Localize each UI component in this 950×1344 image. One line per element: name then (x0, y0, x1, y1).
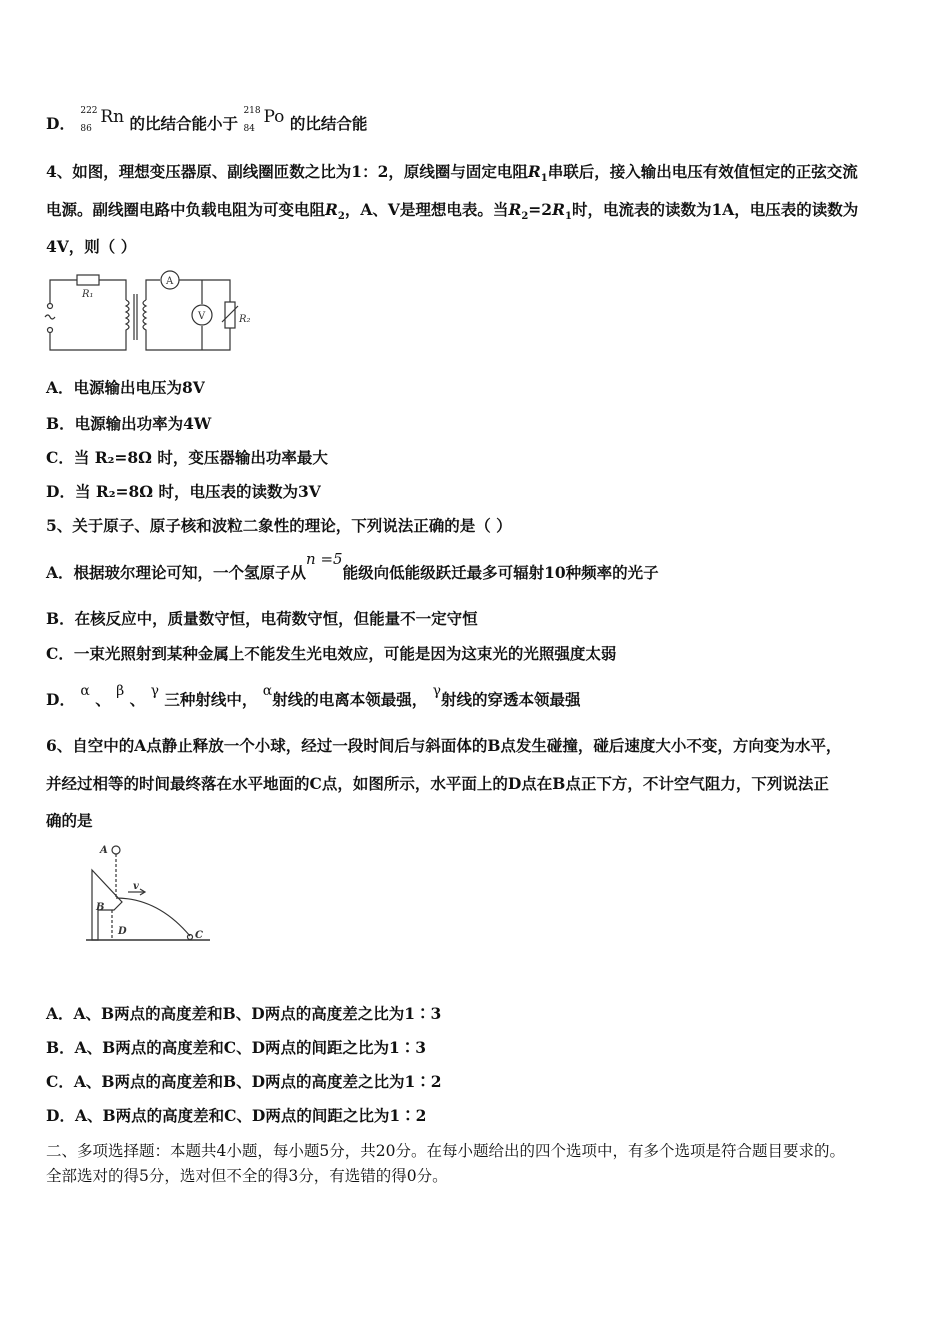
q4-stem-line3: 4V，则（ ） (46, 237, 137, 256)
element-symbol: Rn (100, 107, 125, 127)
stem-text: ，A、V是理想电表。当 (344, 200, 509, 219)
q6-option-d: D．A、B两点的高度差和C、D两点的间距之比为1∶2 (46, 1106, 427, 1125)
ac-source-icon (45, 315, 55, 319)
terminal-top (48, 304, 53, 309)
var-r: R (527, 162, 541, 181)
trajectory (116, 898, 190, 936)
subscript: 2 (337, 211, 345, 223)
label-b: B (96, 902, 105, 913)
q4-stem-line1 (46, 162, 858, 189)
option-label: D． (46, 690, 75, 709)
stem-text: 4、如图，理想变压器原、副线圈匝数之比为1：2，原线圈与固定电阻 (46, 162, 528, 181)
option-text: 能级向低能级跃迁最多可辐射10种频率的光子 (342, 563, 659, 582)
var-r: R (325, 200, 338, 219)
q5-option-d (46, 683, 581, 711)
subscript: 1 (564, 211, 572, 223)
resistor-r1 (77, 275, 99, 285)
option-text: 射线的穿透本领最强 (441, 690, 581, 709)
option-text: 的比结合能 (289, 114, 368, 133)
nuclide-rn (80, 106, 125, 135)
option-label: D． (46, 114, 75, 133)
q4-stem-line2 (46, 200, 858, 227)
alpha-symbol: α (262, 683, 273, 699)
element-symbol: Po (263, 107, 285, 127)
option-text: 三种射线中， (164, 690, 258, 709)
stem-text: 串联后，接入输出电压有效值恒定的正弦交流 (547, 162, 858, 181)
gamma-symbol: γ (150, 683, 159, 699)
q5-stem: 5、关于原子、原子核和波粒二象性的理论，下列说法正确的是（ ） (46, 516, 512, 535)
q5-option-b: B．在核反应中，质量数守恒，电荷数守恒，但能量不一定守恒 (46, 609, 478, 628)
q4-option-c: C．当 R₂=8Ω 时，变压器输出功率最大 (46, 448, 328, 467)
q6-stem-line3: 确的是 (46, 811, 93, 830)
label-a: A (166, 276, 174, 287)
q6-option-b: B．A、B两点的高度差和C、D两点的间距之比为1∶3 (46, 1038, 427, 1057)
q5-option-a (46, 550, 659, 583)
atomic-number: 86 (80, 124, 92, 134)
ball-at-a (112, 846, 120, 854)
label-r1: R₁ (82, 289, 94, 300)
option-text: A．根据玻尔理论可知，一个氢原子从 (46, 563, 307, 582)
alpha-symbol: α (80, 683, 90, 699)
nuclide-po (243, 106, 285, 135)
q5-option-c: C．一束光照射到某种金属上不能发生光电效应，可能是因为这束光的光照强度太弱 (46, 644, 617, 663)
option-text: 的比结合能小于 (129, 114, 239, 133)
atomic-number: 84 (243, 124, 255, 134)
stem-text: =2 (528, 200, 553, 219)
option-text: 射线的电离本领最强， (272, 690, 428, 709)
gamma-symbol: γ (432, 683, 442, 699)
q6-stem-line1: 6、自空中的A点静止释放一个小球，经过一段时间后与斜面体的B点发生碰撞，碰后速度大小不变，方向变为水平， (46, 736, 842, 755)
secondary-coil (143, 300, 146, 336)
var-r: R (508, 200, 522, 219)
var-r: R (552, 200, 565, 219)
separator: 、 (95, 690, 111, 709)
subscript: 1 (540, 173, 548, 185)
label-r2: R₂ (239, 314, 251, 325)
q3-option-d (46, 106, 368, 135)
label-c: C (195, 930, 203, 941)
mass-number: 218 (243, 106, 261, 116)
q6-stem-line2: 并经过相等的时间最终落在水平地面的C点，如图所示，水平面上的D点在B点正下方，不计空气阻力，下列说法正 (46, 774, 829, 793)
stem-text: 电源。副线圈电路中负载电阻为可变电阻 (46, 200, 326, 219)
section2-line2: 全部选对的得5分，选对但不全的得3分，有选错的得0分。 (46, 1167, 448, 1185)
label-d: D (118, 926, 127, 937)
subscript: 2 (521, 211, 529, 223)
q4-option-b: B．电源输出功率为4W (46, 414, 212, 433)
transformer-circuit-diagram (42, 270, 262, 360)
stem-text: 时，电流表的读数为1A，电压表的读数为 (571, 200, 859, 219)
q4-option-a: A．电源输出电压为8V (46, 378, 205, 397)
q6-option-c: C．A、B两点的高度差和B、D两点的高度差之比为1∶2 (46, 1072, 442, 1091)
quantum-number: n =5 (306, 550, 343, 568)
terminal-bottom (48, 328, 53, 333)
mass-number: 222 (80, 106, 98, 116)
label-v: V (198, 311, 206, 322)
q4-option-d: D．当 R₂=8Ω 时，电压表的读数为3V (46, 482, 321, 501)
label-a: A (100, 845, 108, 856)
q6-option-a: A．A、B两点的高度差和B、D两点的高度差之比为1∶3 (46, 1004, 442, 1023)
section2-line1: 二、多项选择题：本题共4小题，每小题5分，共20分。在每小题给出的四个选项中，有多个选项是符合题目要求的。 (46, 1142, 845, 1160)
resistor-r2 (225, 302, 235, 328)
label-v: v (133, 881, 139, 892)
primary-coil (126, 300, 129, 336)
variable-arrow (222, 306, 238, 322)
separator: 、 (129, 690, 146, 709)
projectile-diagram (78, 840, 218, 960)
beta-symbol: β (116, 683, 125, 699)
